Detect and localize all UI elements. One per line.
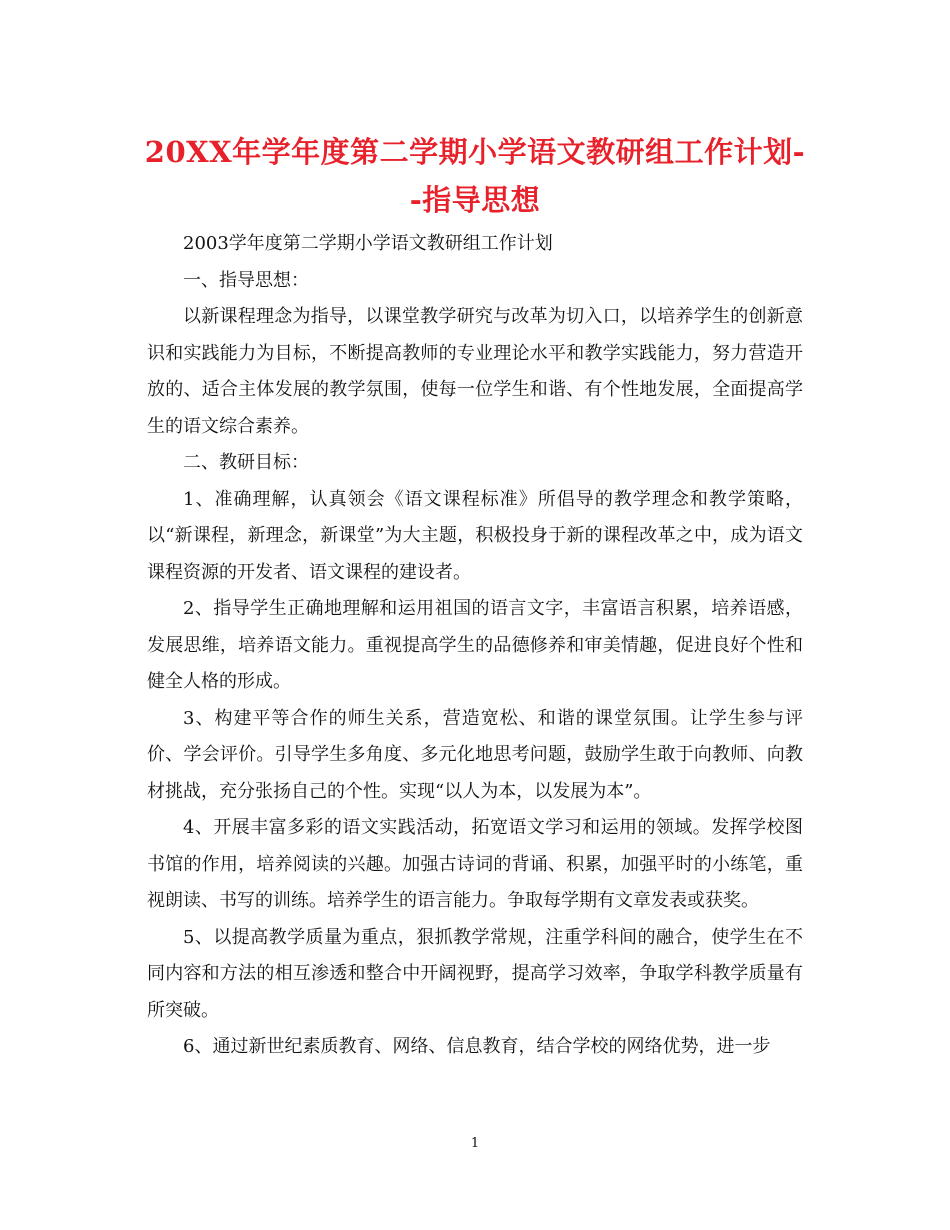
paragraph-goal-4: 4、开展丰富多彩的语文实践活动，拓宽语文学习和运用的领域。发挥学校图书馆的作用，培养阅读的兴趣。加强古诗词的背诵、积累，加强平时的小练笔，重视朗读、书写的训练。培养学生的语言能力。争取每学期有文章发表或获奖。 bbox=[147, 817, 803, 911]
paragraph-goal-6: 6、通过新世纪素质教育、网络、信息教育，结合学校的网络优势，进一步 bbox=[183, 1036, 771, 1057]
page-number: 1 bbox=[470, 1136, 480, 1151]
document-body bbox=[147, 226, 803, 1066]
paragraph-goal-5: 5、以提高教学质量为重点，狠抓教学常规，注重学科间的融合，使学生在不同内容和方法的相互渗透和整合中开阔视野，提高学习效率，争取学科教学质量有所突破。 bbox=[147, 926, 803, 1021]
paragraph-section-research-goals: 二、教研目标： bbox=[183, 452, 309, 473]
paragraph-guiding-thought-body: 以新课程理念为指导，以课堂教学研究与改革为切入口，以培养学生的创新意识和实践能力为目标，不断提高教师的专业理论水平和教学实践能力，努力营造开放的、适合主体发展的教学氛围，使每一位学生和谐、有个性地发展，全面提高学生的语文综合素养。 bbox=[147, 306, 803, 437]
paragraph-plan-heading: 2003学年度第二学期小学语文教研组工作计划 bbox=[183, 233, 553, 254]
paragraph-goal-1: 1、准确理解，认真领会《语文课程标准》所倡导的教学理念和教学策略，以“新课程，新理念，新课堂”为大主题，积极投身于新的课程改革之中，成为语文课程资源的开发者、语文课程的建设者。 bbox=[147, 488, 803, 583]
paragraph-goal-2: 2、指导学生正确地理解和运用祖国的语言文字，丰富语言积累，培养语感，发展思维，培养语文能力。重视提高学生的品德修养和审美情趣，促进良好个性和健全人格的形成。 bbox=[147, 598, 803, 692]
paragraph-goal-3: 3、构建平等合作的师生关系，营造宽松、和谐的课堂氛围。让学生参与评价、学会评价。引导学生多角度、多元化地思考问题，鼓励学生敢于向教师、向教材挑战，充分张扬自己的个性。实现“以人为本，以发展为本”。 bbox=[147, 707, 803, 802]
paragraph-section-guiding-thought: 一、指导思想： bbox=[183, 269, 309, 291]
document-title: 20XX年学年度第二学期小学语文教研组工作计划--指导思想 bbox=[144, 135, 806, 217]
